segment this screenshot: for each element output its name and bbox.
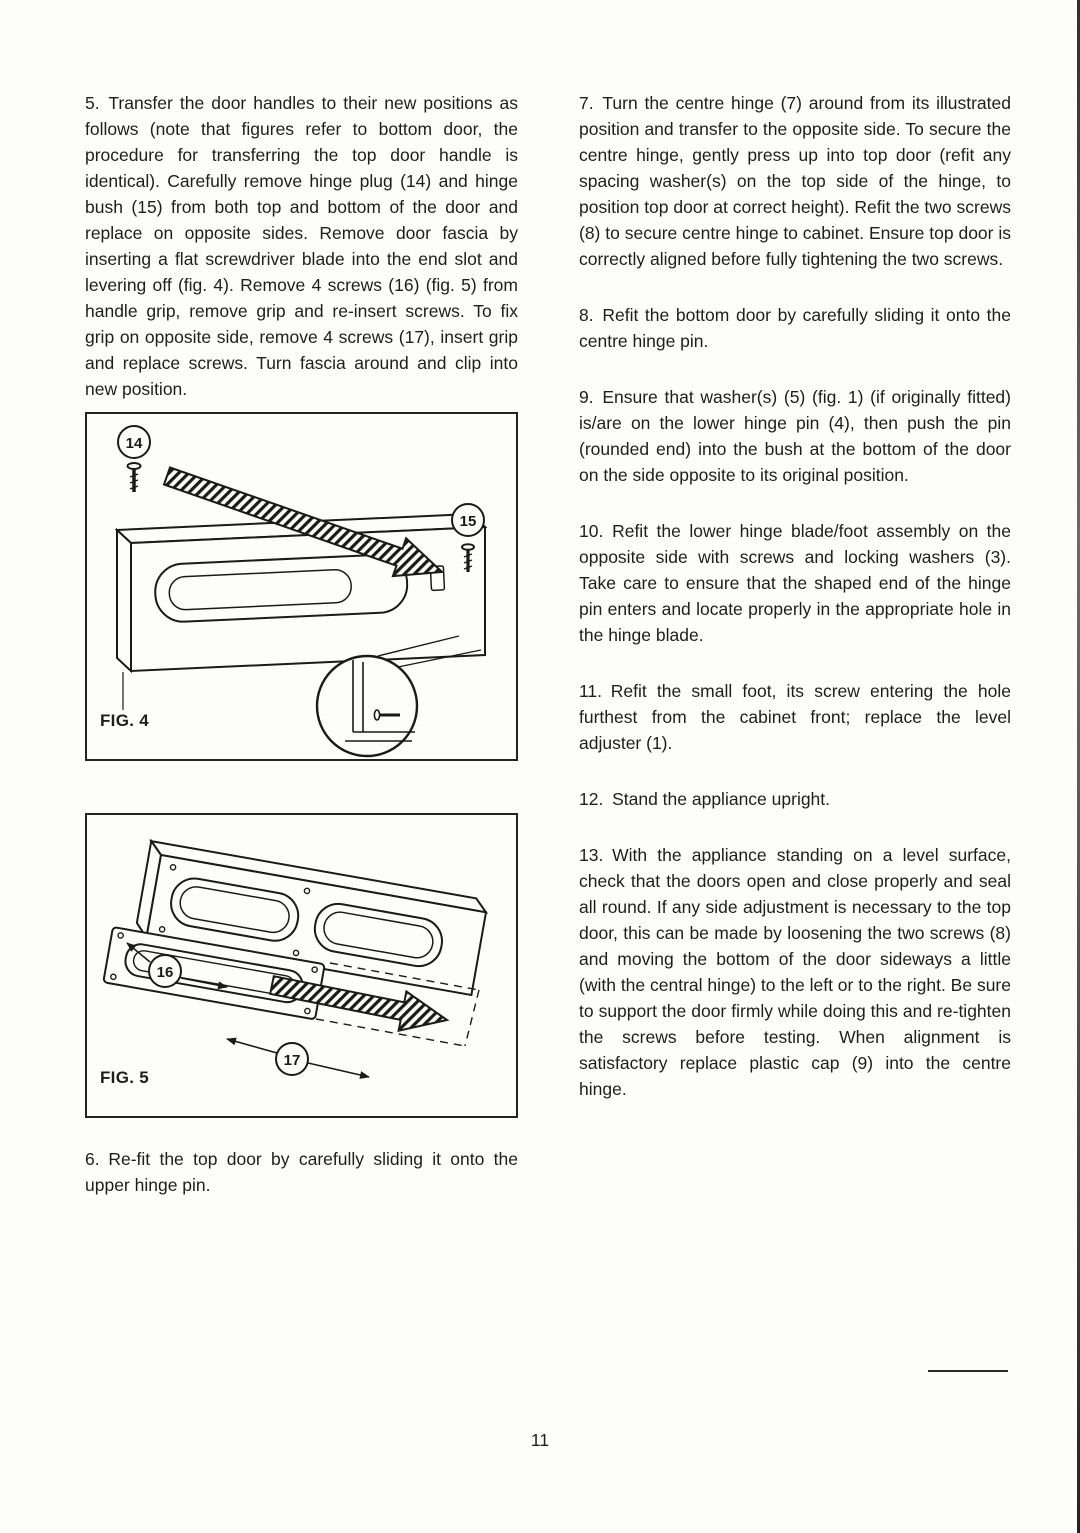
fig4-callout-14-label: 14 bbox=[125, 435, 143, 452]
step-6-text: 6. Re-fit the top door by carefully sliding it onto the upper hinge pin. bbox=[85, 1149, 518, 1195]
figure-4 bbox=[85, 412, 518, 761]
step-7-text: 7. Turn the centre hinge (7) around from its illustrated position and transfer to the opposite side. To secure the centre hinge, gently press up into top door (refit any spacing washer(s) on the top side of the hinge, to position top door at correct height). Refit the two screws (8) to secure centre hinge to cabinet. Ensure top door is correctly aligned before fully tightening the two screws. bbox=[579, 93, 1011, 269]
left-column bbox=[85, 90, 518, 1198]
step-13-text: 13. With the appliance standing on a level surface, check that the doors open and close properly and seal all round. If any side adjustment is necessary to the top door, this can be made by loosening the two screws (8) and moving the bottom of the door sideways a little (with the central hinge) to the left or to the right. Be sure to support the door firmly while doing this and re-tighten the screws before testing. When alignment is satisfactory replace plastic cap (9) into the centre hinge. bbox=[579, 845, 1011, 1099]
fig5-callout-17-label: 17 bbox=[283, 1052, 301, 1069]
fig4-callout-15-label: 15 bbox=[459, 513, 477, 530]
fig4-label: FIG. 4 bbox=[100, 711, 150, 730]
figure-5 bbox=[85, 813, 518, 1118]
step-10-text: 10. Refit the lower hinge blade/foot assembly on the opposite side with screws and locking washers (3). Take care to ensure that the shaped end of the hinge pin enters and locate properly in the appropriate hole in the hinge blade. bbox=[579, 521, 1011, 645]
fig4-callout-14 bbox=[118, 426, 150, 458]
fig4-callout-15 bbox=[452, 504, 484, 536]
fig5-label: FIG. 5 bbox=[100, 1068, 150, 1087]
step-8-text: 8. Refit the bottom door by carefully sliding it onto the centre hinge pin. bbox=[579, 305, 1011, 351]
right-column bbox=[579, 90, 1011, 1102]
step-5-text: 5. Transfer the door handles to their new positions as follows (note that figures refer to bottom door, the procedure for transferring the top door handle is identical). Carefully remove hinge plug (14) and hinge bush (15) from both top and bottom of the door and replace on opposite sides. Remove door fascia by inserting a flat screwdriver blade into the end slot and levering off (fig. 4). Remove 4 screws (16) (fig. 5) from handle grip, remove grip and re-insert screws. To fix grip on opposite side, remove 4 screws (17), insert grip and replace screws. Turn fascia around and clip into new position. bbox=[85, 93, 518, 399]
step-9-text: 9. Ensure that washer(s) (5) (fig. 1) (if originally fitted) is/are on the lower hinge pin (4), then push the pin (rounded end) into the bush at the bottom of the door on the side opposite to its original position. bbox=[579, 387, 1011, 485]
step-12-text: 12. Stand the appliance upright. bbox=[579, 789, 831, 809]
fig5-illustration bbox=[87, 815, 516, 1116]
fig4-door-panel bbox=[117, 514, 485, 710]
fig4-illustration bbox=[87, 414, 516, 759]
fig5-callout-17 bbox=[227, 1039, 369, 1077]
page-number: 11 bbox=[530, 1430, 550, 1450]
fig5-callout-16-label: 16 bbox=[156, 964, 174, 981]
step-11-text: 11. Refit the small foot, its screw entering the hole furthest from the cabinet front; replace the level adjuster (1). bbox=[579, 681, 1011, 753]
scan-artifact-mark bbox=[928, 1370, 1008, 1372]
fig4-hinge-plug-screw bbox=[128, 463, 141, 492]
